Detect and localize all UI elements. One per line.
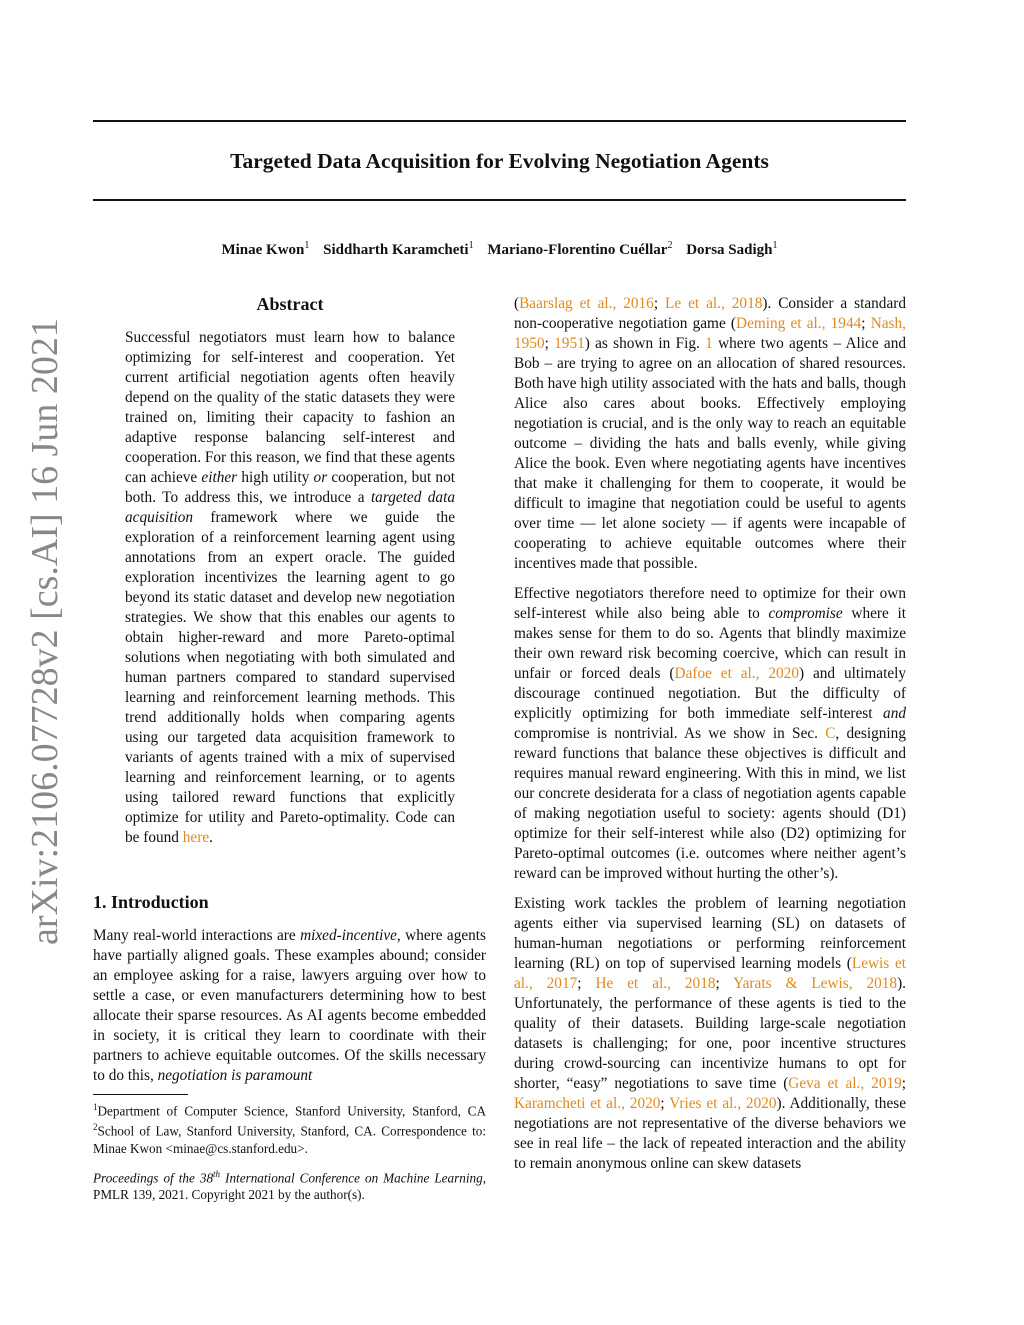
affiliation-footnote: $^1$Department of Computer Science, Stanford University, Stanford, CA $^2$School of Law, Stanford University, Stanford, CA. Correspondence to: Minae Kwon <minae@cs.stanford.edu>. (93, 1102, 486, 1156)
title-rule-bottom (93, 199, 906, 201)
abstract-body: Successful negotiators must learn how to balance optimizing for self-interest and cooperation. Yet current artificial negotiation agents often heavily depend on the quality of the static datasets they were trained on, limiting their capacity to fashion an adaptive response balancing self-interest and cooperation. For this reason, we find that these agents can achieve either high utility or cooperation, but not both. To address this, we introduce a targeted data acquisition framework where we guide the exploration of a reinforcement learning agent using annotations from an expert oracle. The guided exploration incentivizes the learning agent to go beyond its static dataset and develop new negotiation strategies. We show that this enables our agents to obtain higher-reward and more Pareto-optimal solutions when negotiating with both simulated and human partners compared to standard supervised learning and reinforcement learning methods. This trend additionally holds when comparing agents using our targeted data acquisition framework to variants of agents trained with a mix of supervised learning and reinforcement learning, or to agents using tailored reward functions that explicitly optimize for utility and Pareto-optimality. Code can be found here. (125, 329, 455, 846)
citation-link[interactable]: Baarslag et al., 2016 (519, 295, 654, 312)
citation-link[interactable]: Dafoe et al., 2020 (674, 665, 799, 682)
introduction-paragraph: Many real-world interactions are mixed-incentive, where agents have partially aligned goals. These examples abound; consider an employee asking for a raise, lawyers arguing over how to settle a case, or even manufacturers determining how to best allocate their sparse resources. As AI agents become embedded in society, it is critical they learn to coordinate with their partners to achieve equitable outcomes. Of the skills necessary to do this, negotiation is paramount (93, 927, 486, 1084)
paragraph: (Baarslag et al., 2016; Le et al., 2018). Consider a standard non-cooperative negotiation game (Deming et al., 1944; Nash, 1950; 1951) as shown in Fig. 1 where two agents – Alice and Bob – are trying to agree on an allocation of shared resources. Both have high utility associated with the hats and balls, though Alice also cares about books. Effectively employing negotiation is crucial, and is the only way to reach an equitable outcome – dividing the hats and balls evenly, while giving Alice the book. Even where negotiating agents have incentives that make it challenging for them to cooperate, it would be difficult to imagine that negotiation could be useful to agents over time — let alone society — if agents were incapable of cooperating to achieve equitable outcomes where their incentives made that possible. (514, 295, 907, 572)
citation-link[interactable]: Karamcheti et al., 2020 (514, 1095, 661, 1112)
paragraph: Effective negotiators therefore need to optimize for their own self-interest while also being able to compromise where it makes sense for them to do so. Agents that blindly maximize their own reward risk becoming coercive, which can result in unfair or forced deals (Dafoe et al., 2020) and ultimately discourage continued negotiation. But the difficulty of explicitly optimizing for both immediate self-interest and compromise is nontrivial. As we show in Sec. C, designing reward functions that balance these objectives is difficult and requires manual reward engineering. With this in mind, we list our concrete desiderata for a class of negotiation agents capable of making negotiation useful to society: agents should (D1) optimize for their self-interest while also (D2) optimizing for Pareto-optimal outcomes (i.e. outcomes where neither agent’s reward can be improved without hurting the other’s). (514, 585, 907, 882)
citation-link[interactable]: He et al., 2018 (595, 975, 716, 992)
section-ref-link[interactable]: C (825, 725, 836, 742)
citation-link[interactable]: Lewis et al., 2017 (514, 955, 906, 992)
title-rule-top (93, 120, 906, 122)
citation-link[interactable]: 1951 (554, 335, 585, 352)
arxiv-sidebar: arXiv:2106.07728v2 [cs.AI] 16 Jun 2021 (24, 318, 66, 945)
paragraph: Existing work tackles the problem of learning negotiation agents either via supervised learning (SL) on datasets of human-human negotiations or performing reinforcement learning (RL) on top of supervised learning models (Lewis et al., 2017; He et al., 2018; Yarats & Lewis, 2018). Unfortunately, the performance of these agents is tied to the quality of their datasets. Building large-scale negotiation datasets is challenging; for one, poor incentive structures during crowd-sourcing can incentivize humans to opt for shorter, “easy” negotiations to save time (Geva et al., 2019; Karamcheti et al., 2020; Vries et al., 2020). Additionally, these negotiations are not representative of the diverse behaviors we see in real life – the lack of repeated interaction and the ability to remain anonymous online can skew datasets (514, 895, 907, 1172)
right-column (514, 294, 906, 1174)
citation-link[interactable]: Le et al., 2018 (665, 295, 763, 312)
author: Minae Kwon$^1$ (221, 240, 310, 258)
code-link[interactable]: here (182, 829, 210, 846)
footnote-rule (93, 1094, 188, 1095)
section-heading-introduction: 1. Introduction (93, 892, 209, 912)
proceedings-note: Proceedings of the 38th International Conference on Machine Learning, PMLR 139, 2021. Copyright 2021 by the author(s). (93, 1169, 486, 1203)
author: Siddharth Karamcheti$^1$ (323, 240, 474, 258)
author: Mariano-Florentino Cuéllar$^2$ (487, 240, 673, 258)
citation-link[interactable]: Vries et al., 2020 (669, 1095, 777, 1112)
author: Dorsa Sadigh$^1$ (686, 240, 778, 258)
paper-title: Targeted Data Acquisition for Evolving Negotiation Agents (230, 149, 769, 173)
citation-link[interactable]: Yarats & Lewis, 2018 (733, 975, 898, 992)
abstract-heading: Abstract (256, 294, 324, 314)
citation-link[interactable]: Deming et al., 1944 (736, 315, 862, 332)
citation-link[interactable]: Nash, 1950 (514, 315, 906, 352)
citation-link[interactable]: Geva et al., 2019 (788, 1075, 902, 1092)
author-list (93, 235, 906, 261)
figure-ref-link[interactable]: 1 (705, 335, 713, 352)
